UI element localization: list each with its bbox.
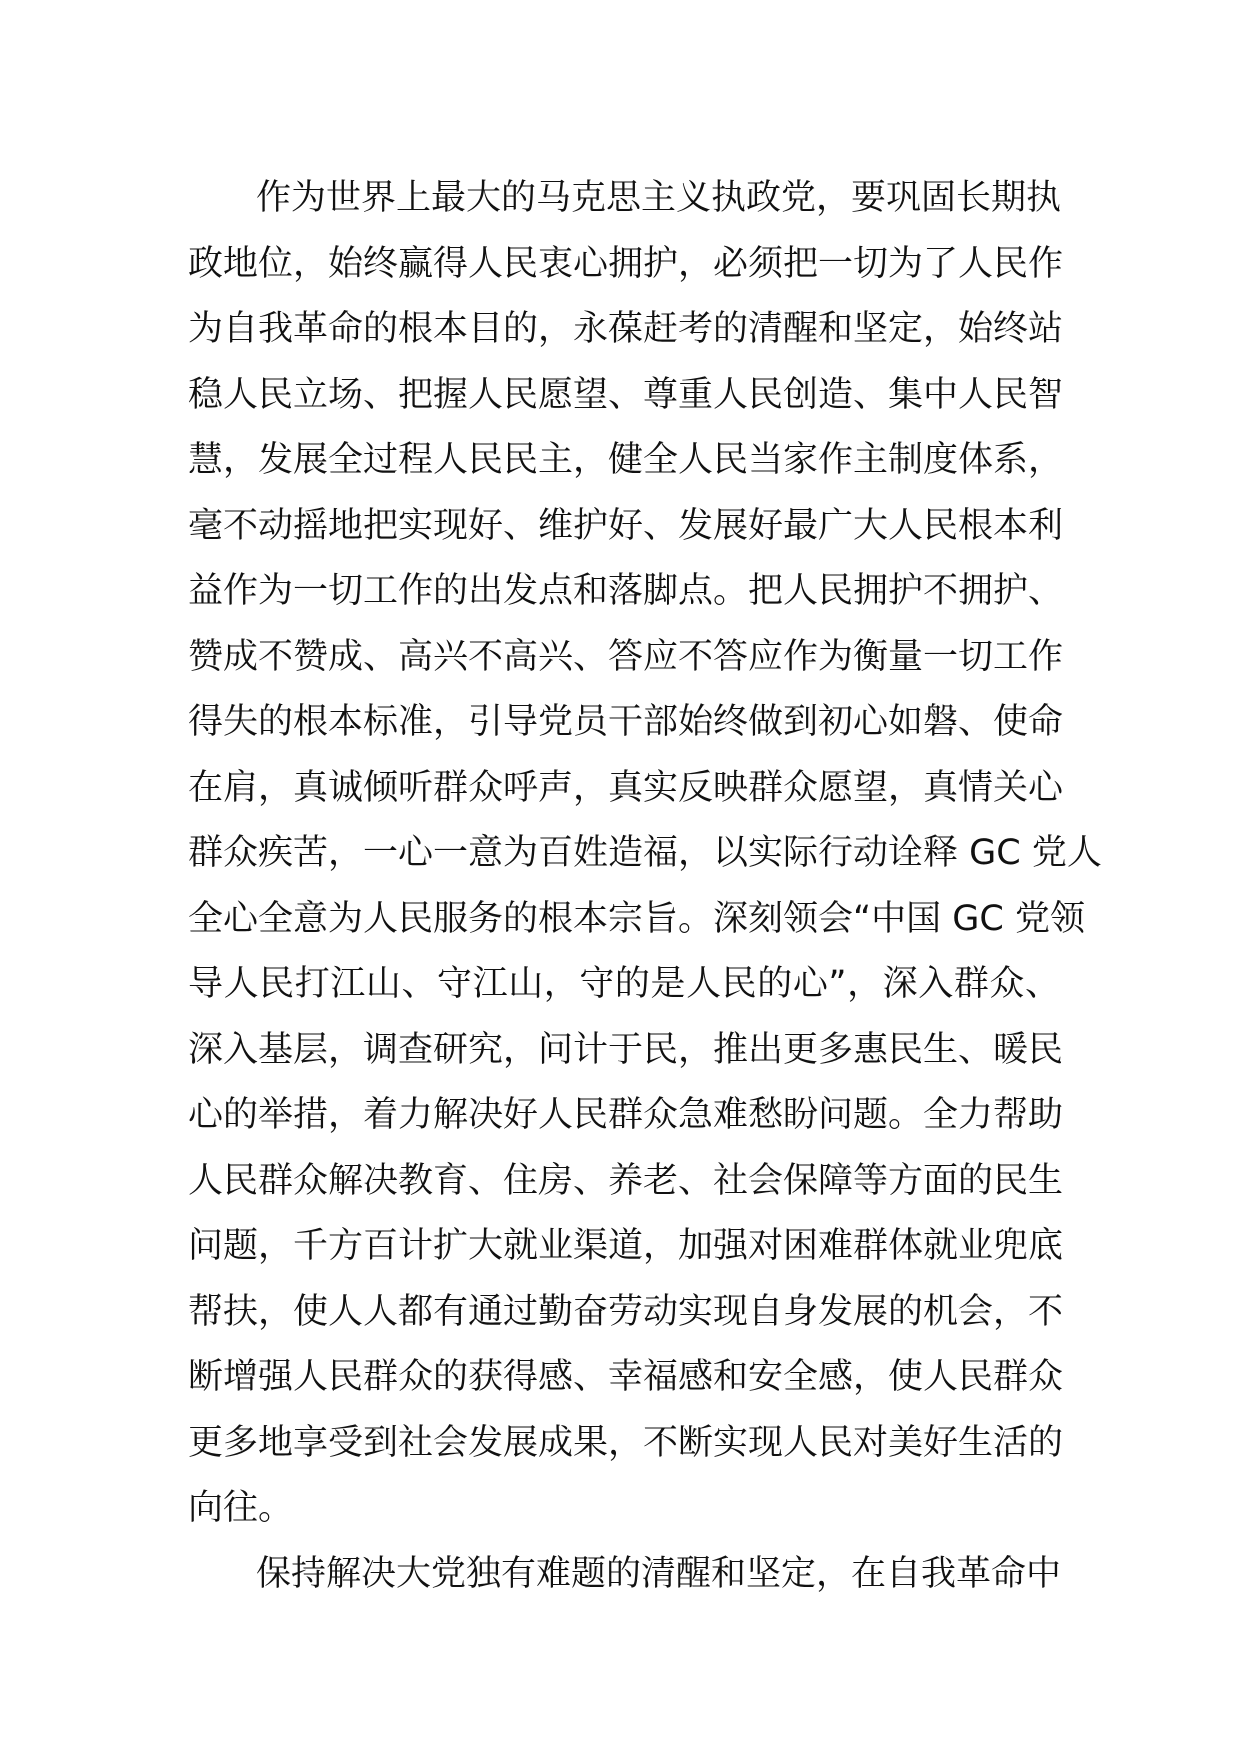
paragraph-line: 稳人民立场、把握人民愿望、尊重人民创造、集中人民智: [188, 374, 1064, 415]
paragraph-line: 心的举措，着力解决好人民群众急难愁盼问题。全力帮助: [188, 1095, 1064, 1135]
paragraph-line: 向往。: [188, 1488, 294, 1528]
paragraph-line: 人民群众解决教育、住房、养老、社会保障等方面的民生: [188, 1160, 1064, 1201]
paragraph-line: 更多地享受到社会发展成果，不断实现人民对美好生活的: [188, 1422, 1064, 1463]
paragraph-line: 导人民打江山、守江山，守的是人民的心”，深入群众、: [188, 964, 1060, 1004]
paragraph-line: 赞成不赞成、高兴不高兴、答应不答应作为衡量一切工作: [188, 636, 1064, 677]
paragraph-2: [188, 1542, 1060, 1608]
paragraph-line: 断增强人民群众的获得感、幸福感和安全感，使人民群众: [188, 1357, 1064, 1397]
paragraph-line: 全心全意为人民服务的根本宗旨。深刻领会“中国 GC 党领: [188, 898, 1085, 939]
document-body: [188, 166, 1102, 1607]
paragraph-line: 在肩，真诚倾听群众呼声，真实反映群众愿望，真情关心: [188, 767, 1064, 808]
paragraph-line: 政地位，始终赢得人民衷心拥护，必须把一切为了人民作: [188, 243, 1064, 284]
paragraph-line: 深入基层，调查研究，问计于民，推出更多惠民生、暖民: [188, 1029, 1064, 1070]
paragraph-line: 为自我革命的根本目的，永葆赶考的清醒和坚定，始终站: [188, 309, 1064, 349]
paragraph-1: [188, 166, 1102, 1542]
paragraph-line: 帮扶，使人人都有通过勤奋劳动实现自身发展的机会，不: [188, 1291, 1064, 1332]
paragraph-line: 得失的根本标准，引导党员干部始终做到初心如磐、使命: [188, 702, 1064, 742]
paragraph-line: 保持解决大党独有难题的清醒和坚定，在自我革命中: [256, 1553, 1062, 1594]
paragraph-line: 益作为一切工作的出发点和落脚点。把人民拥护不拥护、: [188, 571, 1064, 611]
paragraph-line: 群众疾苦，一心一意为百姓造福，以实际行动诠释 GC 党人: [188, 833, 1102, 873]
paragraph-line: 问题，千方百计扩大就业渠道，加强对困难群体就业兜底: [188, 1226, 1064, 1266]
paragraph-line: 慧，发展全过程人民民主，健全人民当家作主制度体系，: [188, 440, 1064, 480]
paragraph-line: 毫不动摇地把实现好、维护好、发展好最广大人民根本利: [188, 505, 1064, 546]
paragraph-line: 作为世界上最大的马克思主义执政党，要巩固长期执: [256, 178, 1062, 218]
